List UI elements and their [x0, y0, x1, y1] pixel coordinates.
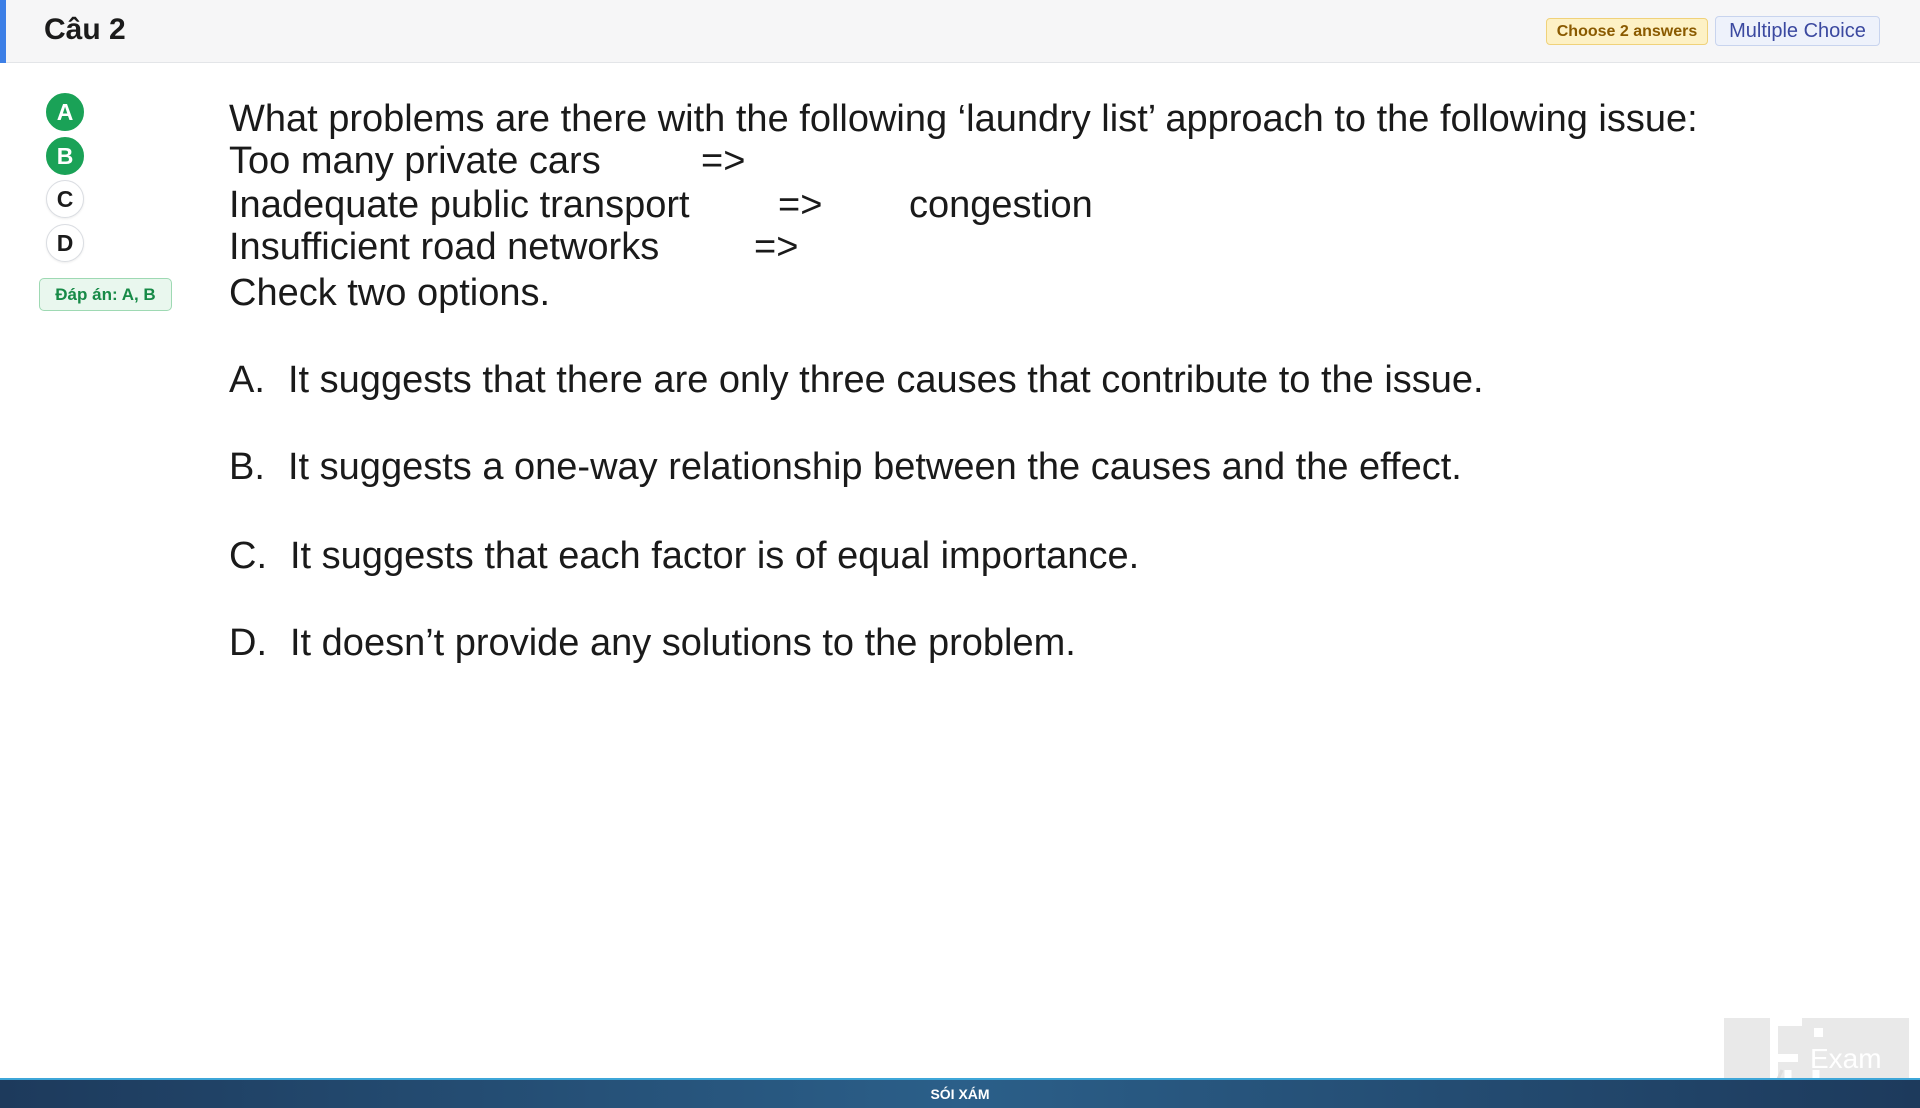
footer-bar — [0, 1078, 1920, 1108]
choose-count-badge: Choose 2 answers — [1546, 18, 1708, 45]
cause-3-arrow: => — [754, 226, 799, 268]
cause-2-arrow: => — [778, 184, 823, 226]
question-type-badge: Multiple Choice — [1715, 16, 1880, 46]
cause-1-text: Too many private cars — [229, 140, 601, 182]
question-header — [0, 0, 1920, 63]
option-a-button[interactable]: A — [46, 93, 84, 131]
cause-3-text: Insufficient road networks — [229, 226, 660, 268]
cause-2-text: Inadequate public transport — [229, 184, 690, 226]
answer-key-badge: Đáp án: A, B — [39, 278, 172, 311]
footer-label: SÓI XÁM — [930, 1086, 990, 1102]
choice-c-letter: C. — [229, 535, 267, 577]
watermark-logo-text: Exam — [1810, 1043, 1882, 1074]
option-b-button[interactable]: B — [46, 137, 84, 175]
option-c-button[interactable]: C — [46, 180, 84, 218]
choice-a-letter: A. — [229, 359, 265, 401]
choice-b-letter: B. — [229, 446, 265, 488]
cause-1-arrow: => — [701, 140, 746, 182]
choice-d-text: It doesn’t provide any solutions to the problem. — [290, 622, 1076, 664]
choice-c-text: It suggests that each factor is of equal importance. — [290, 535, 1140, 577]
choice-b-text: It suggests a one-way relationship between the causes and the effect. — [288, 446, 1462, 488]
effect-text: congestion — [909, 184, 1093, 226]
choice-d-letter: D. — [229, 622, 267, 664]
header-accent-bar — [0, 0, 6, 63]
instruction-text: Check two options. — [229, 272, 551, 314]
option-d-button[interactable]: D — [46, 224, 84, 262]
question-prompt: What problems are there with the following ‘laundry list’ approach to the following issue: — [229, 98, 1698, 140]
choice-a-text: It suggests that there are only three causes that contribute to the issue. — [288, 359, 1484, 401]
question-title: Câu 2 — [44, 13, 126, 46]
